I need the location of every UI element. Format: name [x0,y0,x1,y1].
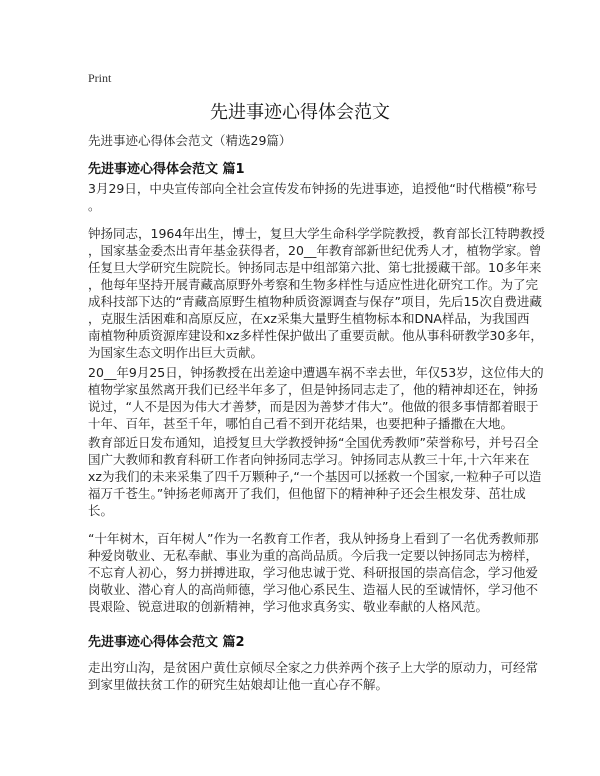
page-title: 先进事迹心得体会范文 [210,102,390,123]
print-label: Print [88,71,112,85]
text-line: “十年树木，百年树人”作为一名教育工作者，我从钟扬身上看到了一名优秀教师那 [88,531,539,546]
text-line: xz为我们的未来采集了四千万颗种子,“一个基因可以拯救一个国家,一粒种子可以造 [88,469,542,484]
text-line: 3月29日，中央宣传部向全社会宣传发布钟扬的先进事迹，追授他“时代楷模”称号 [88,181,538,196]
text-line: 福万千苍生。”钟扬老师离开了我们，但他留下的精神种子还会生根发芽、茁壮成 [88,486,526,501]
text-line: 。 [88,198,101,213]
text-line: 不忘育人初心，努力拼搏进取，学习他忠诚于党、科研报国的崇高信念，学习他爱 [88,565,539,580]
text-line: 南植物种质资源库建设和xz多样性保护做出了重要贡献。他从事科研教学30多年， [88,328,543,343]
paragraph [88,659,539,693]
paragraph [88,180,538,214]
section-heading-2: 先进事迹心得体会范文 篇2 [88,635,245,650]
text-line: 畏艰险、锐意进取的创新精神，学习他求真务实、敬业奉献的人格风范。 [88,599,489,614]
text-line: ，克服生活困难和高原反应，在xz采集大量野生植物标本和DNA样品，为我国西 [88,311,530,326]
text-line: 钟扬同志，1964年出生，博士，复旦大学生命科学学院教授，教育部长江特聘教授 [88,226,545,241]
text-line: 到家里做扶贫工作的研究生姑娘却让他一直心存不解。 [88,677,389,692]
section-heading-1: 先进事迹心得体会范文 篇1 [88,162,245,177]
text-line: 为国家生态文明作出巨大贡献。 [88,345,264,360]
text-line: 任复旦大学研究生院院长。钟扬同志是中组部第六批、第七批援藏干部。10多年来 [88,260,542,275]
text-line: 长。 [88,503,114,518]
paragraph [88,225,545,361]
text-line: 20__年9月25日，钟扬教授在出差途中遭遇车祸不幸去世，年仅53岁，这位伟大的 [88,365,544,380]
paragraph [88,530,539,615]
text-line: ，国家基金委杰出青年基金获得者，20__年教育部新世纪优秀人才，植物学家。曾 [88,243,542,258]
paragraph [88,364,544,432]
text-line: 教育部近日发布通知，追授复旦大学教授钟扬“全国优秀教师”荣誉称号，并号召全 [88,435,539,450]
text-line: ，他每年坚持开展青藏高原野外考察和生物多样性与适应性进化研究工作。为了完 [88,277,539,292]
text-line: 十年、百年，甚至千年，哪怕自己看不到开花结果，也要把种子播撒在大地。 [88,416,514,431]
text-line: 走出穷山沟，是贫困户黄仕京倾尽全家之力供养两个孩子上大学的原动力，可经常 [88,660,539,675]
text-line: 成科技部下达的“青藏高原野生植物种质资源调查与保存”项目，先后15次自费进藏 [88,294,542,309]
text-line: 种爱岗敬业、无私奉献、事业为重的高尚品质。今后我一定要以钟扬同志为榜样， [88,548,539,563]
text-line: 国广大教师和教育科研工作者向钟扬同志学习。钟扬同志从教三十年,十六年来在 [88,452,530,467]
text-line: 说过，“人不是因为伟大才善梦，而是因为善梦才伟大”。他做的很多事情都着眼于 [88,399,539,414]
text-line: 岗敬业、潜心育人的高尚师德，学习他心系民生、造福人民的至诚情怀，学习他不 [88,582,539,597]
document-subtitle: 先进事迹心得体会范文（精选29篇） [88,133,292,148]
text-line: 植物学家虽然离开我们已经半年多了，但是钟扬同志走了，他的精神却还在，钟扬 [88,382,539,397]
paragraph [88,434,542,519]
